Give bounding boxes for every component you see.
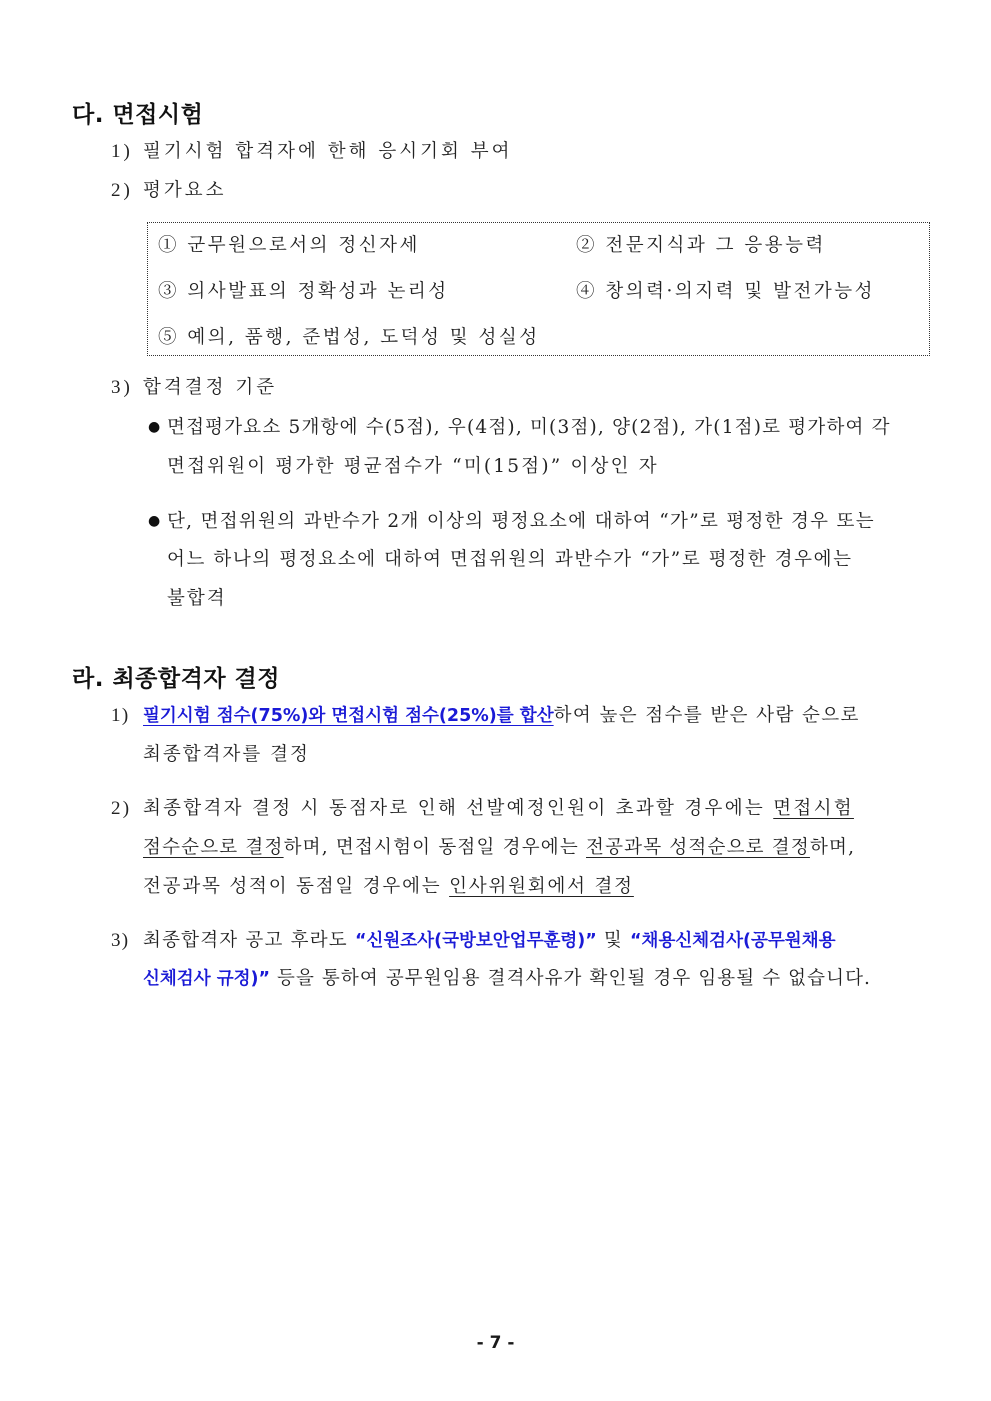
interview-item-2 [111, 179, 226, 203]
item-text: 전공과목 성적이 동점일 경우에는 [143, 876, 450, 897]
criteria-5: ⑤ 예의, 품행, 준법성, 도덕성 및 성실성 [158, 327, 540, 348]
underlined-text: 인사위원회에서 결정 [449, 876, 634, 897]
evaluation-criteria-box [147, 222, 930, 356]
underlined-text: 전공과목 성적순으로 결정 [586, 837, 810, 858]
final-item-2 [111, 797, 854, 821]
item-number: 2) [111, 180, 133, 201]
final-item-3-cont [143, 967, 871, 991]
fail-criteria-line: 어느 하나의 평정요소에 대하여 면접위원의 과반수가 “가”로 평정한 경우에는 [167, 549, 853, 570]
item-text: 필기시험 합격자에 한해 응시기회 부여 [143, 141, 513, 162]
criteria-2: ② 전문지식과 그 응용능력 [576, 235, 826, 256]
final-item-1-cont: 최종합격자를 결정 [143, 744, 310, 765]
item-text: 최종합격자 공고 후라도 [143, 930, 355, 951]
item-number: 1) [111, 141, 133, 162]
final-item-3 [111, 929, 836, 953]
section-heading-final-decision: 라. 최종합격자 결정 [72, 666, 280, 692]
fail-criteria-line: 불합격 [167, 588, 227, 609]
fail-criteria-line: 단, 면접위원의 과반수가 2개 이상의 평정요소에 대하여 “가”로 평정한 경우 또는 [167, 511, 875, 532]
pass-criteria-line: 면접평가요소 5개항에 수(5점), 우(4점), 미(3점), 양(2점), 가(1점)로 평가하여 각 [167, 417, 891, 438]
page-number: - 7 - [476, 1333, 515, 1353]
underlined-text: 점수순으로 결정 [143, 837, 284, 858]
pass-criteria-line: 면접위원이 평가한 평균점수가 “미(15점)” 이상인 자 [167, 456, 659, 477]
final-item-2-cont [143, 875, 634, 899]
interview-item-3 [111, 376, 277, 400]
interview-item-1 [111, 140, 512, 164]
criteria-3: ③ 의사발표의 정확성과 논리성 [158, 281, 449, 302]
item-text: 및 [596, 930, 631, 951]
physical-exam-emphasis: “채용신체검사(공무원채용 [630, 931, 836, 951]
item-text: 최종합격자 결정 시 동점자로 인해 선발예정인원이 초과할 경우에는 [143, 798, 774, 819]
item-number: 1) [111, 705, 130, 726]
item-number: 3) [111, 377, 133, 398]
underlined-text: 면접시험 [773, 798, 854, 819]
item-text: 하며, 면접시험이 동점일 경우에는 [283, 837, 586, 858]
final-item-1 [111, 704, 860, 728]
bullet-icon: ● [148, 419, 161, 435]
physical-exam-emphasis: 신체검사 규정)” [143, 969, 271, 989]
item-text: 합격결정 기준 [143, 377, 278, 398]
item-text: 하며, [809, 837, 856, 858]
item-text: 등을 통하여 공무원임용 결격사유가 확인될 경우 임용될 수 없습니다. [270, 968, 872, 989]
item-number: 3) [111, 930, 130, 951]
item-text: 평가요소 [143, 180, 227, 201]
section-heading-interview: 다. 면접시험 [72, 102, 204, 128]
bullet-icon: ● [148, 513, 161, 529]
score-combination-emphasis: 필기시험 점수(75%)와 면접시험 점수(25%)를 합산 [143, 706, 554, 726]
item-number: 2) [111, 798, 132, 819]
criteria-4: ④ 창의력·의지력 및 발전가능성 [576, 281, 875, 302]
criteria-1: ① 군무원으로서의 정신자세 [158, 235, 420, 256]
item-text: 하여 높은 점수를 받은 사람 순으로 [553, 705, 860, 726]
final-item-2-cont [143, 836, 855, 860]
background-check-emphasis: “신원조사(국방보안업무훈령)” [354, 931, 597, 951]
